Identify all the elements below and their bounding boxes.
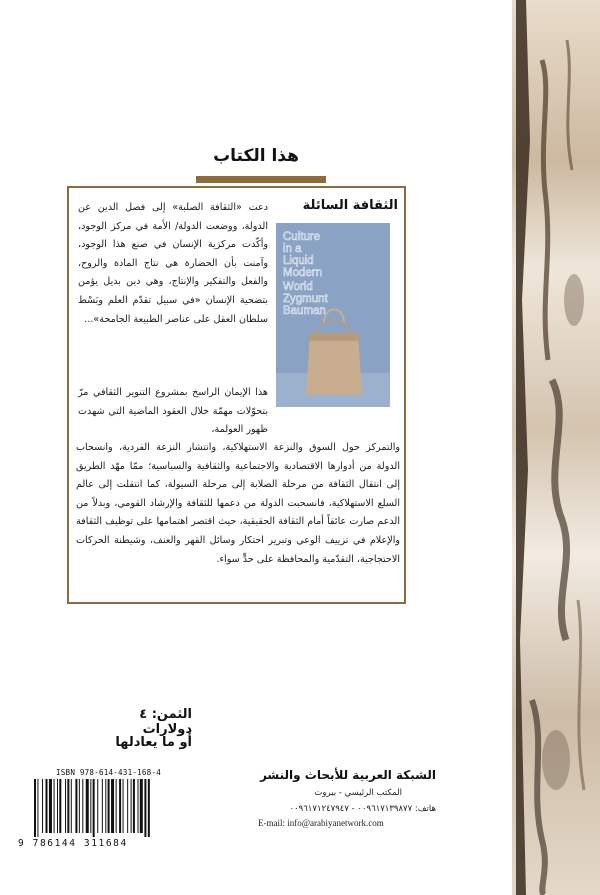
barcode-digits: 9 786144 311684: [18, 838, 128, 849]
barcode-bar: [148, 779, 150, 837]
barcode-bar: [82, 779, 83, 833]
barcode-bar: [49, 779, 52, 833]
barcode-bar: [140, 779, 143, 833]
blurb-paragraph-3: والتمركز حول السوق والنزعة الاستهلاكية، وانتشار النزعة الفردية، وانسحاب الدولة من أدوارها الاقتصادية والاجتماعية والثقافية والسياسية؛ ممّا مهّد الطريق إلى انتقال الثقافة من مرحلة الصلابة إلى مرحلة السيولة، كما انتقلت إلى عالم السلع الاستهلاكية، فانسحبت الدولة من دعمها للثقافة والإرشاد القومي، وبدلاً من الدعم صارت عائقاً أمام الثقافة الحقيقية، حيث اقتصر اهتمامها على توظيف الثقافة والإعلام في تزييف الوعي وتبرير احتكار وسائل القهر والعنف، وشيطنة الحركات الاحتجاجية، التقدّمية والمحافظة على حدٍّ سواء.: [76, 442, 400, 565]
cover-title: Culture in a Liquid Modern: [283, 231, 322, 279]
barcode-bar: [67, 779, 69, 833]
publisher-email: E-mail: info@arabiyanetwork.com: [258, 818, 384, 828]
blurb-paragraph-2: هذا الإيمان الراسخ بمشروع التنوير الثقافي مرّ بتحوّلات مهمّة خلال العقود الماضية التي شهدت ظهور العولمة،: [78, 387, 268, 436]
barcode-bar: [144, 779, 146, 837]
cover-author: World Zygmunt Bauman: [283, 281, 328, 317]
painting-strip: [512, 0, 600, 895]
painting-illustration: [512, 0, 600, 895]
barcode-bar: [131, 779, 132, 833]
book-arabic-title: الثقافة السائلة: [302, 198, 398, 213]
barcode-bar: [108, 779, 110, 833]
barcode-bar: [97, 779, 98, 833]
barcode-bar: [127, 779, 128, 833]
barcode-bar: [102, 779, 103, 833]
isbn-barcode: [26, 765, 191, 837]
barcode-bar: [79, 779, 80, 833]
barcode-bar: [138, 779, 139, 833]
barcode-bar: [54, 779, 55, 833]
barcode-bar: [57, 779, 58, 833]
isbn-label: ISBN 978-614-431-168-4: [56, 768, 161, 777]
barcode-bar: [34, 779, 36, 837]
book-cover-image: [276, 223, 390, 407]
barcode-bar: [75, 779, 77, 833]
barcode-bar: [90, 779, 91, 833]
barcode-bar: [119, 779, 121, 833]
barcode-bar: [37, 779, 38, 837]
barcode-bar: [105, 779, 106, 833]
barcode-bar: [86, 779, 89, 833]
price-label: الثمن: ٤ دولارات: [139, 707, 192, 737]
publisher-name: الشبكة العربية للأبحاث والنشر: [259, 768, 436, 782]
barcode-bar: [111, 779, 114, 833]
barcode-bar: [46, 779, 48, 833]
barcode-bar: [42, 779, 43, 833]
publisher-phone: هاتف: ٠٠٩٦١٧١٣٩٨٧٧ - ٠٠٩٦١٧١٢٤٧٩٤٧: [289, 804, 436, 814]
heading-accent-bar: [196, 176, 326, 183]
barcode-bar: [116, 779, 117, 833]
barcode-bar: [133, 779, 135, 833]
barcode-bar: [65, 779, 66, 833]
section-heading: هذا الكتاب: [213, 146, 299, 166]
blurb-paragraph-1: دعت «الثقافة الصلبة» إلى فصل الدين عن الدولة، ووضعت الدولة/ الأمة في مركز الوجود، وأكّدت مركزية الإنسان في صنع هذا الوجود، وآمنت بأن الحضارة هي نتاج المادة والروح، والفعل والتفكير والإنتاج، وهي دين بديل يؤمن بتضحية الإنسان «في سبيل تقدّم العلم وبَسْط سلطان العقل على عناصر الطبيعة الجامحة»...: [78, 202, 268, 325]
barcode-bar: [59, 779, 61, 833]
barcode-bar: [93, 779, 95, 837]
publisher-office: المكتب الرئيسي - بيروت: [314, 788, 402, 798]
barcode-bar: [71, 779, 72, 833]
barcode-bar: [123, 779, 124, 833]
price-note: أو ما يعادلها: [115, 735, 192, 750]
